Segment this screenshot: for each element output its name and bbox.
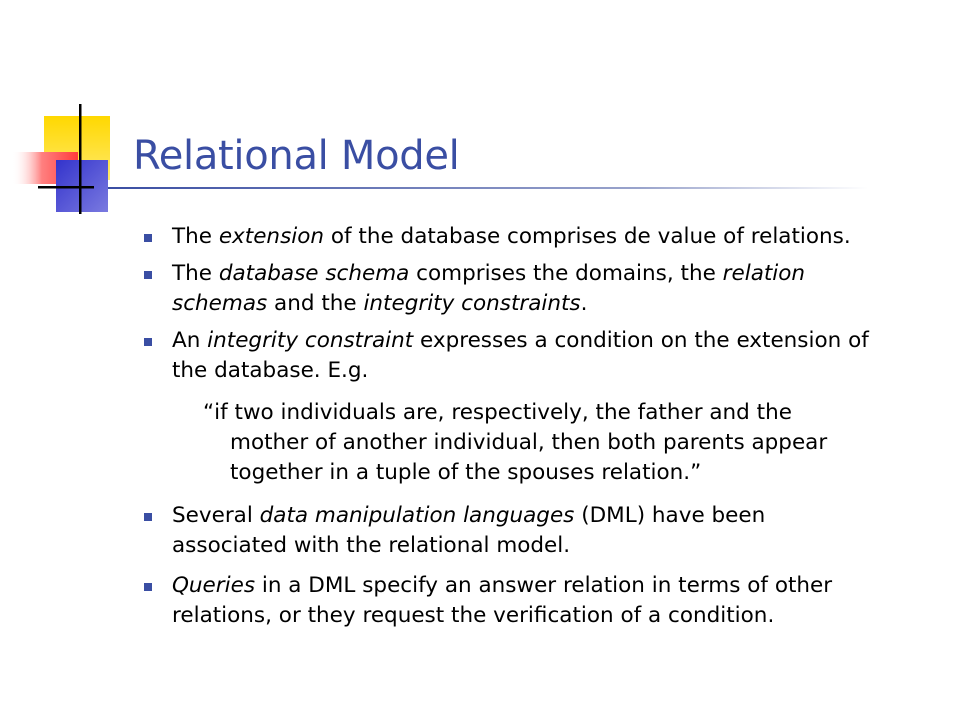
- bullet-marker: [144, 338, 152, 346]
- text: The: [172, 224, 219, 249]
- emphasis: relation: [722, 261, 806, 286]
- emphasis: integrity constraint: [207, 328, 414, 353]
- bullet-line: [172, 259, 942, 289]
- text: .: [580, 291, 588, 316]
- text: comprises the domains, the: [409, 261, 723, 286]
- bullet-line: [172, 222, 942, 252]
- bullet-line: associated with the relational model.: [172, 533, 571, 558]
- emphasis: extension: [218, 224, 325, 249]
- bullet-schema: [172, 259, 942, 319]
- emphasis: schemas: [172, 291, 268, 316]
- example-quote: [203, 398, 943, 488]
- bullet-line: [172, 501, 942, 531]
- bullet-line: relations, or they request the verification of a condition.: [172, 603, 775, 628]
- text: (DML) have been: [574, 503, 766, 528]
- text: Several: [172, 503, 260, 528]
- bullet-constraint: [172, 326, 942, 386]
- quote-line: together in a tuple of the spouses relation.”: [230, 460, 702, 485]
- text: in a DML specify an answer relation in terms of other: [255, 573, 833, 598]
- quote-line: “if two individuals are, respectively, the father and the: [203, 400, 792, 425]
- bullet-marker: [144, 271, 152, 279]
- emphasis: data manipulation languages: [259, 503, 575, 528]
- bullet-queries: [172, 571, 942, 631]
- bullet-line: [172, 571, 942, 601]
- bullet-line: the database. E.g.: [172, 358, 369, 383]
- bullet-marker: [144, 583, 152, 591]
- bullet-line: [172, 326, 942, 356]
- emphasis: Queries: [172, 573, 256, 598]
- bullet-marker: [144, 234, 152, 242]
- text: The: [172, 261, 219, 286]
- text: expresses a condition on the extension of: [413, 328, 869, 353]
- bullet-marker: [144, 513, 152, 521]
- text: An: [172, 328, 208, 353]
- slide-title: Relational Model: [133, 133, 460, 179]
- emphasis: database schema: [218, 261, 410, 286]
- text: and the: [267, 291, 364, 316]
- quote-line: mother of another individual, then both parents appear: [230, 430, 828, 455]
- bullet-extension: [172, 222, 942, 252]
- emphasis: integrity constraints: [363, 291, 581, 316]
- bullet-line: [172, 289, 942, 319]
- bullet-dml: [172, 501, 942, 561]
- text: of the database comprises de value of relations.: [324, 224, 851, 249]
